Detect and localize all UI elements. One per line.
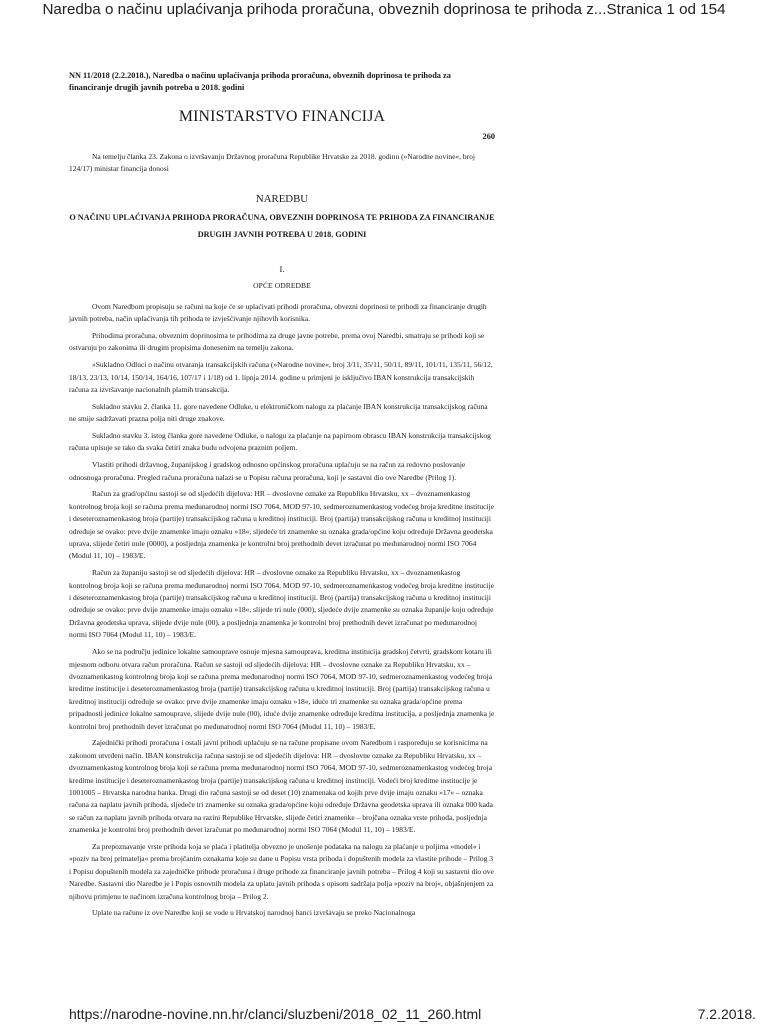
document-title: NAREDBU bbox=[255, 192, 309, 205]
paragraph: Sukladno stavku 3. istog članka gore navedene Odluke, u nalogu za plaćanje na papirnom obrascu IBAN konstrukcija transakcijskog računa upisuje se tako da svaka četiri znaka budu odvojena praznim poljem. bbox=[69, 431, 491, 453]
section-number: I. bbox=[279, 263, 285, 274]
paragraph-list bbox=[69, 301, 495, 920]
section-title: OPĆE ODREDBE bbox=[253, 280, 311, 290]
paragraph: Ovom Naredbom propisuju se računi na koje će se uplaćivati prihodi proračuna, obvezni doprinosi te prihodi za financiranje drugih javnih potreba, način uplaćivanja tih prihoda te izvješćivanje njihovih korisnika. bbox=[69, 301, 487, 324]
ministry-title: MINISTARSTVO FINANCIJA bbox=[178, 108, 386, 125]
paragraph: Zajednički prihodi proračuna i ostali javni prihodi uplaćuju se na račune propisane ovom Naredbom i raspoređuju se korisnicima na zakonom utvrđeni način. IBAN konstrukcija računa sastoji se od sljedećih dijelova: HR – dvoslovne oznake za Republiku Hrvatsku, xx – dvoznamenkastog kontrolnog broja koji se računa prema međunarodnoj normi ISO 7064, MOD 97-10, sedmeroznamenkastog vodećeg broja kreditne institucije i deseteroznamenkastog broja (partije) transakcijskog računa u kreditnoj instituciji. Vodeći broj kreditne institucije je 1001005 – Hrvatska narodna banka. Drugi dio računa sastoji se od deset (10) znamenaka od kojih prve dvije imaju oznaku »17« – oznaka računa za naplatu javnih prihoda, sljedeće tri znamenke su oznaka grada/općine koju određuje Državna geodetska uprava ili oznaka 000 kada se račun za naplatu javnih prihoda otvara na razini Republike Hrvatske, slijede četiri znamenke – brojčana oznaka vrste prihoda, posljednja znamenka je kontrolni broj prethodnih devet izračunat po međunarodnoj normi ISO 7064 (Modul 11, 10) – 1983/E. bbox=[69, 738, 493, 835]
gazette-header: NN 11/2018 (2.2.2018.), Naredba o načinu uplaćivanja prihoda proračuna, obveznih doprinosa te prihoda za financiranje drugih javnih potreba u 2018. godini bbox=[69, 71, 451, 92]
paragraph: Račun za županiju sastoji se od sljedećih dijelova: HR – dvoslovne oznake za Republiku Hrvatsku, xx – dvoznamenkastog kontrolnog broja koji se računa prema međunarodnoj normi ISO 7064, MOD 97-10, sedmeroznamenkastog vodećeg broja kreditne institucije i deseteroznamenkastog broja (partije) transakcijskog računa u kreditnoj instituciji. Broj (partija) transakcijskog računa u kreditnoj instituciji određuje se ovako: prve dvije znamenke imaju oznaku »18«, slijede tri nule (000), sljedeće dvije znamenke su oznaka županije koju određuje Državna geodetska uprava, slijede dvije nule (00), a posljednja znamenka je kontrolni broj prethodnih devet izračunat po međunarodnoj normi ISO 7064 (Modul 11, 10) – 1983/E. bbox=[69, 568, 494, 640]
page-url[interactable]: https://narodne-novine.nn.hr/clanci/sluzbeni/2018_02_11_260.html bbox=[69, 1006, 482, 1022]
paragraph: Ako se na području jedinice lokalne samouprave osnuje mjesna samouprava, kreditna institucija gradskoj četvrti, gradskom kotaru ili mjesnom odboru otvara račun proračuna. Račun se sastoji od sljedećih dijelova: HR – dvoslovne oznake za Republiku Hrvatsku, xx – dvoznamenkastog kontrolnog broja koji se računa prema međunarodnoj normi ISO 7064, MOD 97-10, sedmeroznamenkastog vodećeg broja kreditne institucije i deseteroznamenkastog broja (partije) transakcijskog računa u kreditnoj instituciji. Broj (partija) transakcijskog računa u kreditnoj instituciji određuje se ovako: prve dvije znamenke imaju oznaku »18«, iduće tri znamenke su oznaka grada/općine prema pripadnosti jedinice lokalne samouprave, slijede dvije nule (00), iduće dvije znamenke određuje kreditna institucija, a posljednja znamenka je kontrolni broj prethodnih devet izračunat po međunarodnoj normi ISO 7064 (Modul 11, 10) – 1983/E. bbox=[69, 647, 495, 731]
document-number: 260 bbox=[482, 132, 495, 141]
document-body bbox=[69, 70, 495, 924]
paragraph: Prihodima proračuna, obveznim doprinosima te prihodima za druge javne potrebe, prema ovoj Naredbi, smatraju se prihodi koji se ostvaruju po zakonima ili drugim propisima donesenim na temelju zakona. bbox=[69, 331, 485, 353]
paragraph: Uplate na račune iz ove Naredbe koji se vode u Hrvatskoj narodnoj banci izvršavaju se preko Nacionalnoga bbox=[92, 908, 416, 918]
paragraph: Račun za grad/općinu sastoji se od sljedećih dijelova: HR – dvoslovne oznake za Republiku Hrvatsku, xx – dvoznamenkastog kontrolnog broja koji se računa prema međunarodnoj normi ISO 7064, MOD 97-10, sedmeroznamenkastog vodećeg broja kreditne institucije i deseteroznamenkastog broja (partije) transakcijskog računa u kreditnoj instituciji. Broj (partija) transakcijskog računa u kreditnoj instituciji određuje se ovako: prve dvije znamenke imaju oznaku »18«, sljedeće tri znamenke su oznaka grada/općine koju određuje Državna geodetska uprava, slijede četiri nule (0000), a posljednja znamenka je kontrolni broj prethodnih devet izračunat po međunarodnoj normi ISO 7064 (Modul 11, 10) – 1983/E. bbox=[69, 489, 494, 561]
print-date: 7.2.2018. bbox=[697, 1006, 756, 1022]
document-subtitle: O NAČINU UPLAĆIVANJA PRIHODA PRORAČUNA, OBVEZNIH DOPRINOSA TE PRIHODA ZA FINANCIRANJE DRUGIH JAVNIH POTREBA U 2018. GODINI bbox=[69, 212, 495, 239]
paragraph: Vlastiti prihodi državnog, županijskog i gradskog odnosno općinskog proračuna uplaćuju se na račun za redovno poslovanje odnosnoga proračuna. Pregled računa proračuna nalazi se u Popisu računa proračuna, koji je sastavni dio ove Naredbe (Prilog 1). bbox=[69, 460, 466, 482]
paragraph: »Sukladno Odluci o načinu otvaranja transakcijskih računa (»Narodne novine«, broj 3/11, 35/11, 50/11, 89/11, 101/11, 135/11, 56/12, 18/13, 23/13, 10/14, 150/14, 164/16, 107/17 i 1/18) od 1. lipnja 2014. godine u primjeni je isključivo IBAN konstrukcija transakcijskih računa za izvršavanje nacionalnih platnih transakcija. bbox=[69, 360, 493, 395]
browser-page-footer bbox=[0, 1004, 768, 1024]
paragraph: Za prepoznavanje vrste prihoda koja se plaća i platitelja obvezno je unošenje podataka na nalogu za plaćanje u poljima »model« i »poziv na broj primatelja« prema brojčanim oznakama koje su dane u Popisu vrsta prihoda i dopuštenih modela za vlastite prihode – Prilog 3 i Popisu dopuštenih modela za zajedničke prihode proračuna i druge prihode za financiranje javnih potreba – Prilog 4 koji su sastavni dio ove Naredbe. Sastavni dio Naredbe je i Popis osnovnih modela za uplatu javnih prihoda s opisom sadržaja polja »poziv na broj«, objašnjenjem za njihovu primjenu te načinom izračuna kontrolnog broja – Prilog 2. bbox=[69, 841, 494, 901]
preamble: Na temelju članka 23. Zakona o izvršavanju Državnog proračuna Republike Hrvatske za 2018. godinu (»Narodne novine«, broj 124/17) ministar financija donosi bbox=[69, 152, 476, 174]
paragraph: Sukladno stavku 2. članka 11. gore navedene Odluke, u elektroničkom nalogu za plaćanje IBAN konstrukcija transakcijskog računa ne smije sadržavati prazna polja niti druge znakove. bbox=[69, 401, 488, 424]
browser-page-header: Naredba o načinu uplaćivanja prihoda proračuna, obveznih doprinosa te prihoda z...Stranica 1 od 154 bbox=[42, 1, 726, 18]
